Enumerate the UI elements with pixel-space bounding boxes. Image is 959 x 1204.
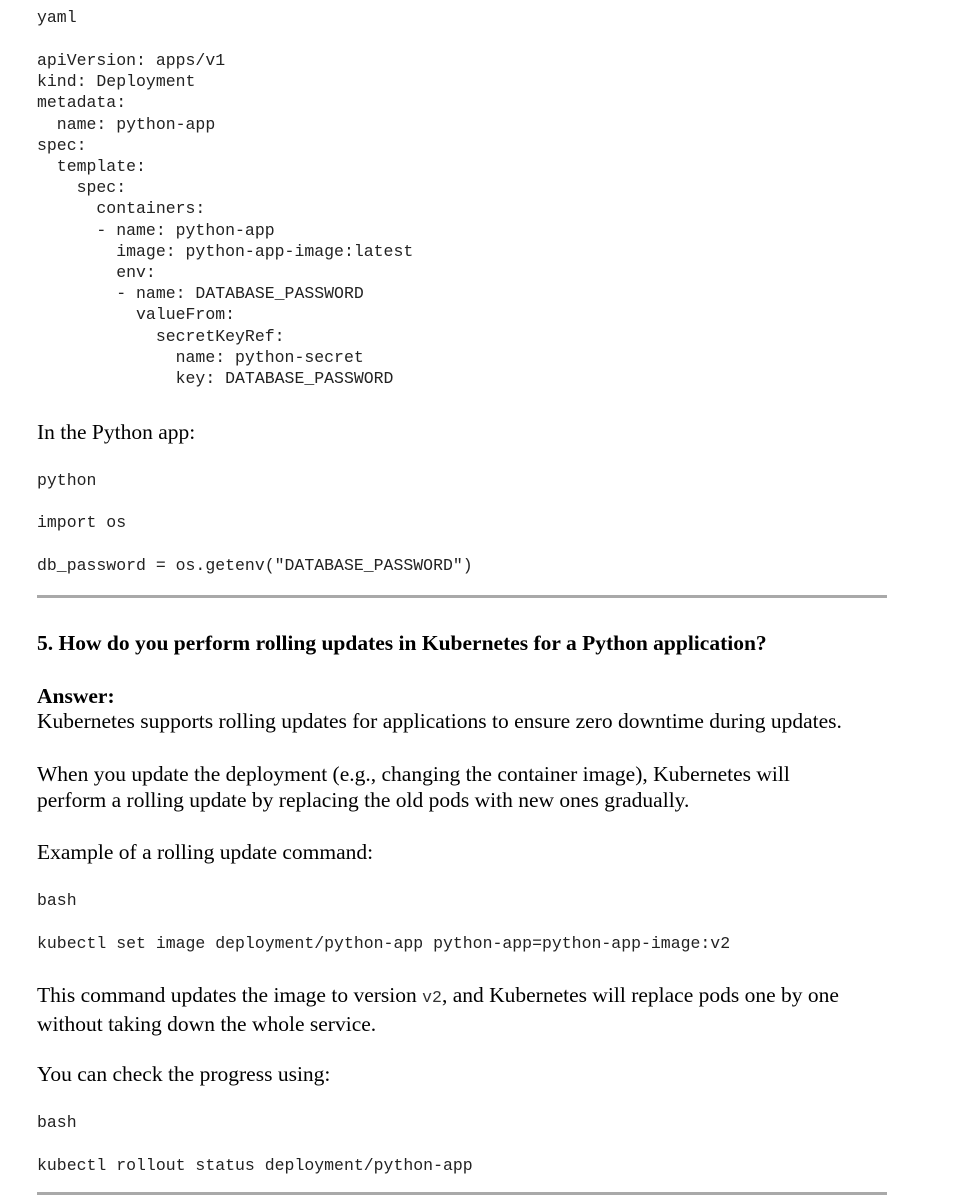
answer-paragraph: When you update the deployment (e.g., changing the container image), Kubernetes will perform a rolling update by replacing the old pods with new ones gradually. — [37, 762, 790, 812]
code-line: secretKeyRef: — [37, 326, 285, 346]
code-line: key: DATABASE_PASSWORD — [37, 369, 394, 389]
code-line: kubectl set image deployment/python-app python-app=python-app-image:v2 — [37, 934, 731, 953]
paragraph-text: , and Kubernetes will replace pods one by one without taking down the whole service. — [37, 983, 839, 1036]
answer-label: Answer: — [37, 684, 115, 708]
code-line: metadata: — [37, 93, 127, 113]
paragraph-text: This command updates the image to version — [37, 983, 423, 1007]
code-line: apiVersion: apps/v1 — [37, 51, 226, 70]
bash-lang-label: bash — [37, 1113, 77, 1132]
code-line: name: python-secret — [37, 347, 364, 367]
code-line: template: — [37, 157, 146, 177]
inline-code: v2 — [422, 988, 442, 1007]
code-line: image: python-app-image:latest — [37, 241, 414, 261]
code-line: - name: DATABASE_PASSWORD — [37, 284, 364, 304]
python-intro-text: In the Python app: — [37, 420, 196, 444]
answer-paragraph — [37, 982, 892, 1037]
code-line: spec: — [37, 135, 87, 155]
answer-paragraph: Kubernetes supports rolling updates for applications to ensure zero downtime during updates. — [37, 709, 842, 733]
section-divider — [37, 1192, 887, 1195]
code-line: kind: Deployment — [37, 72, 196, 92]
question-title: 5. How do you perform rolling updates in Kubernetes for a Python application? — [37, 631, 767, 655]
bash-lang-label: bash — [37, 891, 77, 910]
code-line: containers: — [37, 199, 206, 219]
code-line: valueFrom: — [37, 305, 236, 325]
code-line: kubectl rollout status deployment/python-app — [37, 1156, 473, 1175]
section-divider — [37, 595, 887, 598]
code-line: - name: python-app — [37, 220, 275, 240]
yaml-lang-label: yaml — [37, 8, 77, 27]
code-line: import os — [37, 513, 127, 532]
code-line: spec: — [37, 178, 127, 198]
python-lang-label: python — [37, 471, 97, 490]
code-line: db_password = os.getenv("DATABASE_PASSWORD") — [37, 556, 473, 575]
answer-paragraph: You can check the progress using: — [37, 1062, 331, 1086]
code-line: env: — [37, 263, 156, 283]
yaml-code-block — [37, 50, 413, 389]
code-line: name: python-app — [37, 114, 216, 134]
answer-paragraph: Example of a rolling update command: — [37, 840, 374, 864]
